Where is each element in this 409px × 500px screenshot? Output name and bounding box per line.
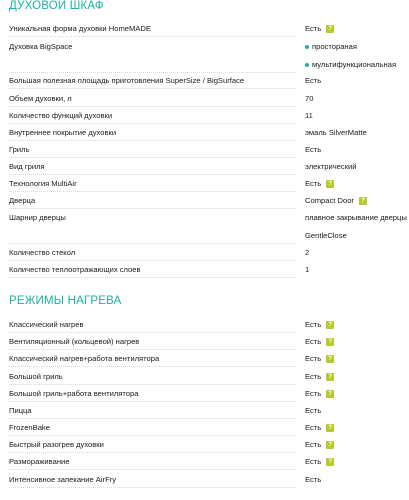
spec-value-text: 1	[305, 265, 310, 274]
spec-value-text: плавное закрывание дверцы	[305, 213, 407, 222]
spec-label: Шарнир дверцы	[9, 213, 66, 222]
spec-label: Количество функций духовки	[9, 111, 113, 120]
spec-value	[305, 368, 334, 385]
spec-row	[9, 350, 409, 367]
row-divider	[9, 469, 296, 470]
spec-value-text: Compact Door	[305, 196, 354, 205]
spec-row	[9, 107, 409, 124]
spec-value	[305, 72, 321, 89]
spec-label: Уникальная форма духовки HomeMADE	[9, 24, 151, 33]
spec-row	[9, 333, 409, 350]
spec-value-text: 11	[305, 111, 313, 120]
spec-value-text: Есть	[305, 389, 322, 398]
spec-row	[9, 192, 409, 209]
spec-value	[305, 436, 334, 453]
spec-value-text: Есть	[305, 354, 322, 363]
spec-label: Вентиляционный (кольцевой) нагрев	[9, 337, 140, 346]
spec-value	[305, 350, 334, 367]
spec-label: Классический нагрев	[9, 320, 84, 329]
spec-value	[305, 316, 334, 333]
spec-value	[305, 90, 313, 107]
spec-value	[305, 261, 309, 278]
spec-label: Гриль	[9, 145, 30, 154]
row-divider	[9, 36, 296, 37]
help-icon[interactable]: ?	[326, 441, 334, 449]
spec-value	[305, 385, 334, 402]
spec-row	[9, 38, 409, 55]
spec-value	[305, 175, 334, 192]
spec-row	[9, 385, 409, 402]
spec-value-text: электрический	[305, 162, 357, 171]
spec-value	[305, 402, 321, 419]
spec-label: Объем духовки, л	[9, 94, 72, 103]
spec-value	[305, 419, 334, 436]
spec-value	[305, 141, 321, 158]
spec-value-text: Есть	[305, 406, 322, 415]
spec-value	[305, 333, 334, 350]
row-divider	[9, 88, 296, 89]
help-icon[interactable]: ?	[326, 355, 334, 363]
spec-value-text: простораная	[312, 42, 357, 51]
spec-label: Классический нагрев+работа вентилятора	[9, 354, 160, 363]
spec-value-text: эмаль SilverMatte	[305, 128, 367, 137]
spec-value-text: 2	[305, 248, 310, 257]
spec-row	[9, 471, 409, 488]
spec-label: Количество теплоотражающих слоев	[9, 265, 141, 274]
spec-label: Большая полезная площадь приготовления SuperSize / BigSurface	[9, 76, 245, 85]
bullet-dot-icon	[305, 63, 309, 67]
spec-row	[9, 244, 409, 261]
spec-value	[305, 471, 321, 488]
spec-value-text: Есть	[305, 457, 322, 466]
spec-row	[9, 72, 409, 89]
spec-label: Большой гриль+работа вентилятора	[9, 389, 139, 398]
spec-value-text: Есть	[305, 337, 322, 346]
spec-row	[9, 368, 409, 385]
help-icon[interactable]: ?	[359, 197, 367, 205]
spec-value-text: Есть	[305, 423, 322, 432]
spec-value-text: Есть	[305, 179, 322, 188]
spec-row	[9, 124, 409, 141]
spec-row	[9, 20, 409, 37]
spec-label: Количество стекол	[9, 248, 76, 257]
spec-label: Вид гриля	[9, 162, 45, 171]
spec-label: Быстрый разогрев духовки	[9, 440, 104, 449]
spec-value	[305, 453, 334, 470]
spec-value-text: мультифункциональная	[312, 60, 397, 69]
spec-row	[9, 90, 409, 107]
spec-label: Внутреннее покрытие духовки	[9, 128, 117, 137]
help-icon[interactable]: ?	[326, 25, 334, 33]
spec-value	[305, 244, 309, 261]
help-icon[interactable]: ?	[326, 321, 334, 329]
bullet-dot-icon	[305, 45, 309, 49]
help-icon[interactable]: ?	[326, 458, 334, 466]
spec-row	[9, 158, 409, 175]
spec-value	[305, 20, 334, 37]
spec-value-text: Есть	[305, 440, 322, 449]
spec-value-text: Есть	[305, 145, 322, 154]
section-title-heating: РЕЖИМЫ НАГРЕВА	[9, 295, 122, 307]
spec-row	[9, 453, 409, 470]
spec-label: Размораживание	[9, 457, 70, 466]
spec-value-text: GentleClose	[305, 231, 347, 240]
help-icon[interactable]: ?	[326, 390, 334, 398]
row-divider	[9, 487, 296, 488]
help-icon[interactable]: ?	[326, 373, 334, 381]
spec-value-text: Есть	[305, 76, 322, 85]
spec-label: Духовка BigSpace	[9, 42, 73, 51]
spec-row	[9, 419, 409, 436]
spec-value	[305, 209, 407, 226]
spec-value	[305, 124, 367, 141]
spec-label: Интенсивное запекание AirFry	[9, 475, 117, 484]
spec-value	[305, 192, 367, 209]
spec-row	[9, 402, 409, 419]
spec-value-text: Есть	[305, 475, 322, 484]
spec-row	[9, 436, 409, 453]
help-icon[interactable]: ?	[326, 180, 334, 188]
spec-row	[9, 141, 409, 158]
spec-row	[9, 316, 409, 333]
spec-value-text: 70	[305, 94, 314, 103]
spec-row	[9, 175, 409, 192]
spec-label: Пицца	[9, 406, 32, 415]
spec-value	[305, 227, 347, 244]
help-icon[interactable]: ?	[326, 338, 334, 346]
section-title-oven: ДУХОВОЙ ШКАФ	[9, 0, 104, 12]
spec-row	[9, 209, 409, 226]
spec-row	[9, 56, 409, 73]
spec-row	[9, 227, 409, 244]
spec-value	[305, 107, 313, 124]
spec-value-text: Есть	[305, 372, 322, 381]
spec-value-text: Есть	[305, 24, 322, 33]
spec-value	[305, 56, 396, 73]
spec-label: Дверца	[9, 196, 36, 205]
spec-label: Технология MultiAir	[9, 179, 77, 188]
help-icon[interactable]: ?	[326, 424, 334, 432]
spec-row	[9, 261, 409, 278]
spec-label: FrozenBake	[9, 423, 50, 432]
row-divider	[9, 277, 296, 278]
spec-value	[305, 158, 357, 175]
spec-value	[305, 38, 357, 55]
spec-value-text: Есть	[305, 320, 322, 329]
row-divider	[9, 366, 296, 367]
spec-label: Большой гриль	[9, 372, 63, 381]
